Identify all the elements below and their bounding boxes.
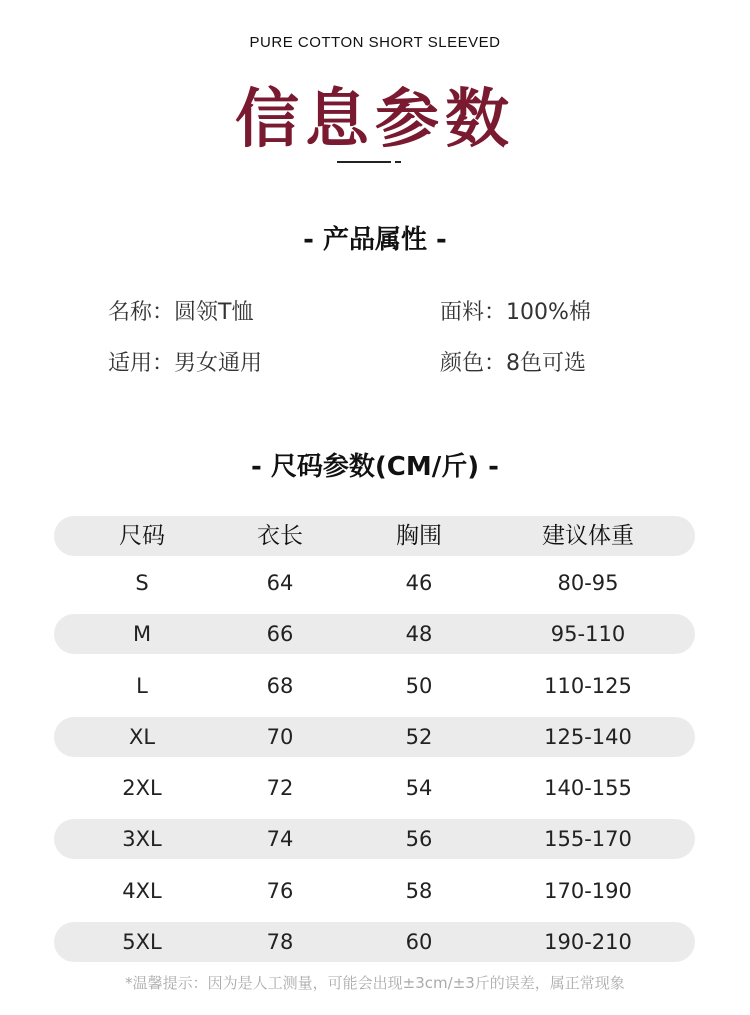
cell-size: S	[135, 571, 149, 595]
cell-weight: 125-140	[544, 725, 632, 749]
cell-chest: 46	[405, 571, 433, 595]
cell-size: 5XL	[122, 930, 162, 954]
cell-size: 2XL	[122, 776, 162, 800]
cell-chest: 60	[405, 930, 433, 954]
attr-color: 颜色：8色可选	[440, 351, 586, 376]
cell-weight: 140-155	[544, 776, 632, 800]
header-length: 衣长	[257, 523, 303, 549]
cell-chest: 48	[405, 622, 433, 646]
attr-fabric: 面料：100%棉	[440, 300, 591, 325]
cell-size: 4XL	[122, 879, 162, 903]
cell-weight: 110-125	[544, 674, 632, 698]
cell-weight: 80-95	[557, 571, 619, 595]
cell-length: 76	[266, 879, 294, 903]
title-divider	[337, 161, 391, 163]
table-row	[54, 922, 695, 962]
header-weight: 建议体重	[542, 523, 634, 549]
cell-length: 70	[266, 725, 294, 749]
table-row	[54, 768, 695, 808]
cell-length: 64	[266, 571, 294, 595]
table-row	[54, 871, 695, 911]
page-title: 信息参数	[235, 83, 515, 157]
cell-length: 78	[266, 930, 294, 954]
table-row	[54, 563, 695, 603]
footnote: *温馨提示：因为是人工测量，可能会出现±3cm/±3斤的误差，属正常现象	[125, 974, 625, 992]
table-row	[54, 614, 695, 654]
size-table-header	[54, 516, 695, 556]
header-size: 尺码	[119, 523, 165, 549]
cell-length: 68	[266, 674, 294, 698]
cell-size: 3XL	[122, 827, 162, 851]
cell-size: XL	[128, 725, 156, 749]
cell-weight: 155-170	[544, 827, 632, 851]
header-chest: 胸围	[396, 523, 442, 549]
cell-length: 74	[266, 827, 294, 851]
attr-name: 名称：圆领T恤	[108, 300, 254, 325]
cell-weight: 95-110	[550, 622, 626, 646]
cell-size: M	[132, 622, 152, 646]
cell-chest: 58	[405, 879, 433, 903]
size-table-heading: - 尺码参数(CM/斤) -	[251, 452, 499, 482]
attributes-heading: - 产品属性 -	[303, 225, 447, 255]
title-divider-dot	[395, 161, 401, 163]
cell-chest: 56	[405, 827, 433, 851]
table-row	[54, 666, 695, 706]
cell-size: L	[136, 674, 148, 698]
cell-length: 66	[266, 622, 294, 646]
subtitle: PURE COTTON SHORT SLEEVED	[249, 34, 501, 51]
attr-usage: 适用：男女通用	[108, 351, 263, 376]
cell-length: 72	[266, 776, 294, 800]
cell-weight: 170-190	[544, 879, 632, 903]
cell-chest: 52	[405, 725, 433, 749]
table-row	[54, 717, 695, 757]
table-row	[54, 819, 695, 859]
cell-weight: 190-210	[544, 930, 632, 954]
cell-chest: 50	[405, 674, 433, 698]
cell-chest: 54	[405, 776, 433, 800]
